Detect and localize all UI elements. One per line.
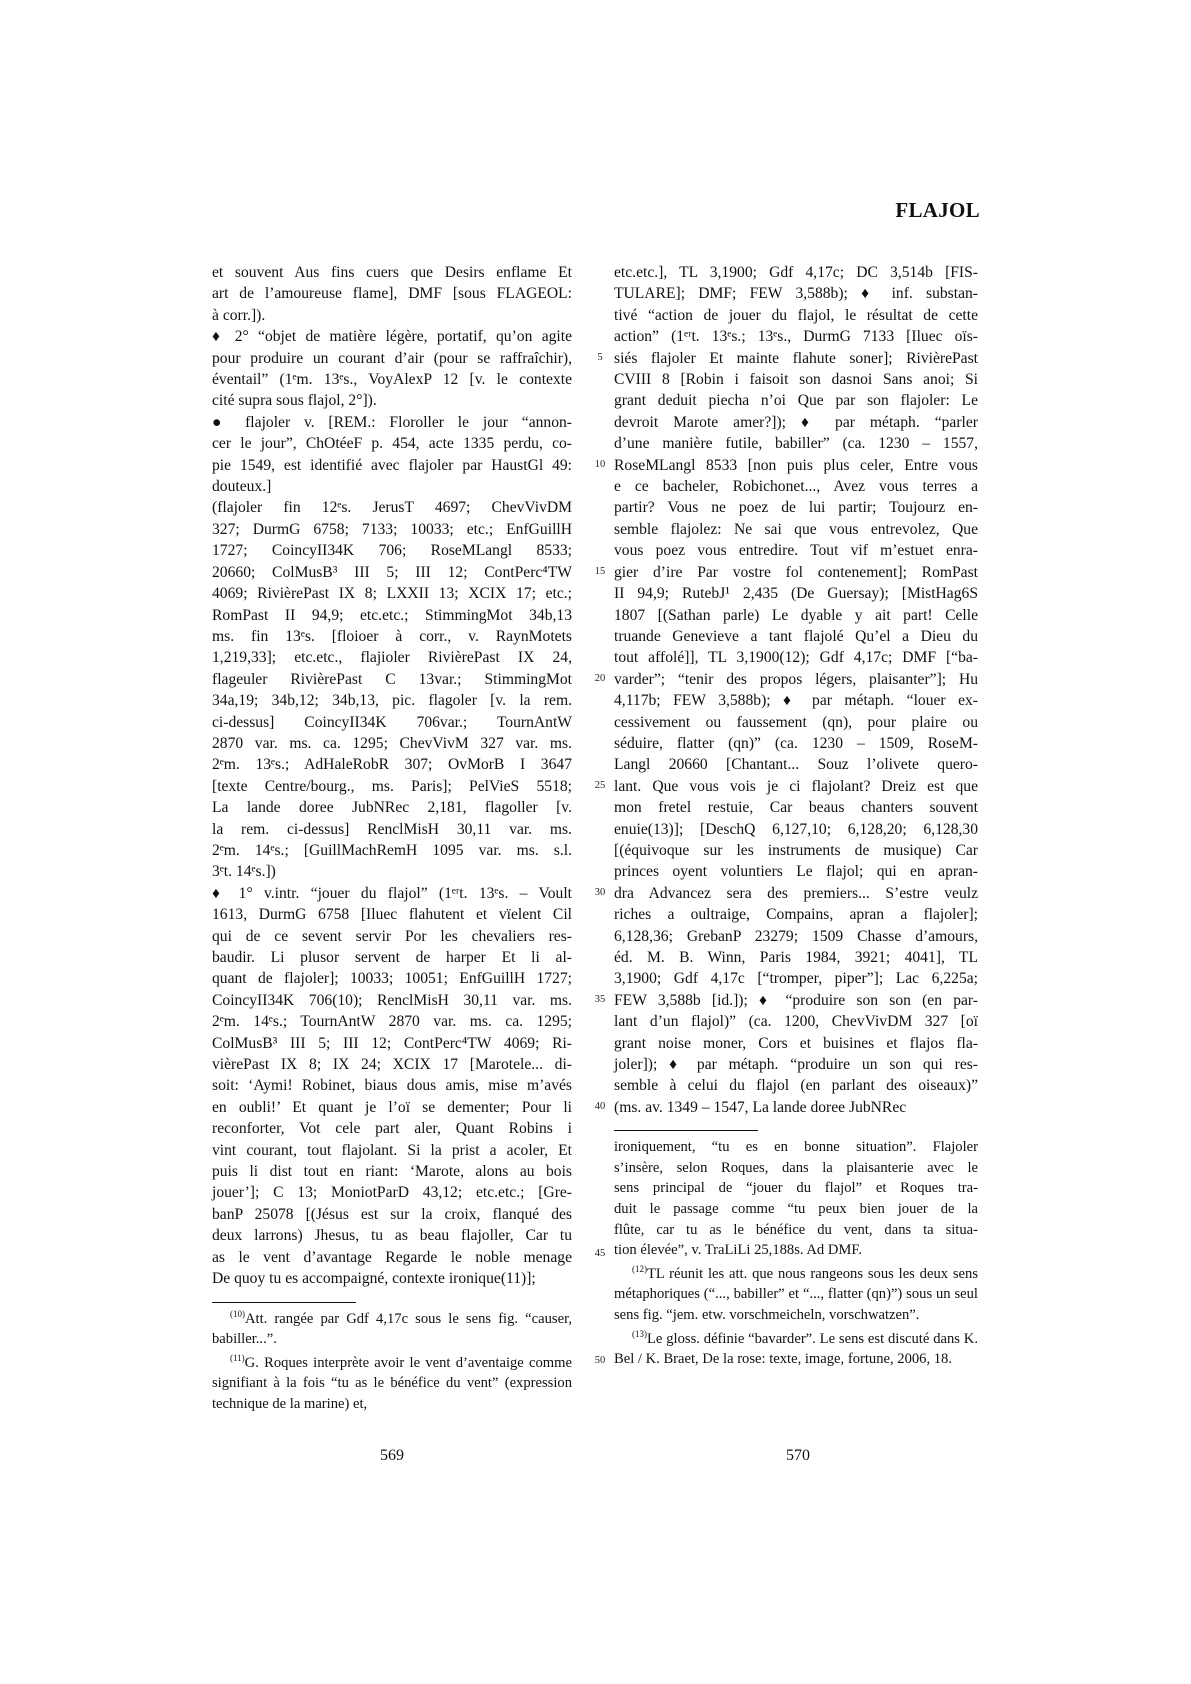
line-number: 50 xyxy=(594,1354,606,1366)
text-line: partir? Vous ne poez de lui partir; Toujourz en- xyxy=(614,499,978,517)
text-line: gier d’ire Par vostre fol contenement]; RomPast xyxy=(614,563,978,581)
footnote-rule xyxy=(614,1130,758,1131)
text-line: la rem. ci-dessus] RenclMisH 30,11 var. ms. xyxy=(212,820,572,838)
text-line: 1,219,33]; etc.etc., flajioler RivièrePast IX 24, xyxy=(212,649,572,667)
text-line: ironiquement, “tu es en bonne situation”. Flajoler xyxy=(614,1139,978,1156)
text-line: ci-dessus] CoincyII34K 706var.; TournAntW xyxy=(212,713,572,731)
text-line: 2870 var. ms. ca. 1295; ChevVivM 327 var. ms. xyxy=(212,734,572,752)
line-number: 45 xyxy=(594,1247,606,1259)
text-line: duit le passage comme “tu peux bien jouer de la xyxy=(614,1201,978,1218)
text-line: 4069; RivièrePast IX 8; LXXII 13; XCIX 17; etc.; xyxy=(212,585,572,603)
text-line: en oubli!’ Et quant je l’oï se dementer; Pour li xyxy=(212,1098,572,1116)
text-line: 6,128,36; GrebanP 23279; 1509 Chasse d’amours, xyxy=(614,927,978,945)
text-line: semble flajolez: Ne sai que vous entrevolez, Que xyxy=(614,520,978,538)
text-line: éventail” (1ᵉm. 13ᵉs., VoyAlexP 12 [v. le contexte xyxy=(212,371,572,389)
page-number-right: 570 xyxy=(786,1447,810,1464)
text-line: ms. fin 13ᵉs. [floioer à corr., v. RaynMotets xyxy=(212,627,572,645)
text-line: truande Genevieve a tant flajolé Qu’el a Dieu du xyxy=(614,627,978,645)
text-line: RoseMLangl 8533 [non puis plus celer, Entre vous xyxy=(614,456,978,474)
text-line: (ms. av. 1349 – 1547, La lande doree JubNRec xyxy=(614,1098,907,1116)
text-line: ● flajoler v. [REM.: Floroller le jour “annon- xyxy=(212,413,572,431)
text-line: 2ᵉm. 14ᵉs.; [GuillMachRemH 1095 var. ms. s.l. xyxy=(212,841,572,859)
text-line: princes oyent voluntiers Le flajol; qui en apran- xyxy=(614,863,978,881)
footnote-10 xyxy=(212,1309,572,1350)
line-number: 40 xyxy=(594,1100,606,1112)
text-line: [(équivoque sur les instruments de musique) Car xyxy=(614,841,978,859)
text-line: etc.etc.], TL 3,1900; Gdf 4,17c; DC 3,514b [FIS- xyxy=(614,264,978,281)
text-line: sens principal de “jouer du flajol” et Roques tra- xyxy=(614,1180,978,1197)
text-line: II 94,9; RutebJ¹ 2,435 (De Guersay); [MistHag6S xyxy=(614,585,978,603)
line-number: 15 xyxy=(594,565,606,577)
text-line: [texte Centre/bourg., ms. Paris]; PelVieS 5518; xyxy=(212,777,572,795)
text-line: e ce bacheler, Robichonet..., Avez vous terres a xyxy=(614,478,978,496)
footnote-text: TL réunit les att. que nous rangeons sous les deux sens métaphoriques (“..., babiller” et “..., flatter (qn)”) sous un seul sens fig. “jem. etw. vorschmeicheln, vorschwatzen”. xyxy=(614,1265,978,1323)
text-line: mon fretel restuie, Car beaus chanters souvent xyxy=(614,799,978,817)
footnote-12 xyxy=(614,1264,978,1326)
page-number-left: 569 xyxy=(380,1447,404,1464)
footnote-marker: (13) xyxy=(632,1328,647,1339)
text-line: 34a,19; 34b,12; 34b,13, pic. flagoler [v. la rem. xyxy=(212,692,572,710)
text-line: as le vent d’avantage Regarde le noble menage xyxy=(212,1248,572,1266)
text-line: 20660; ColMusB³ III 5; III 12; ContPerc⁴TW xyxy=(212,563,572,581)
left-column xyxy=(212,262,572,1414)
text-line: puis li dist tout en riant: ‘Marote, alons au bois xyxy=(212,1163,572,1181)
text-line: qui de ce sevent servir Por les chevaliers res- xyxy=(212,927,572,945)
text-line: cessivement ou faussement (qn), pour plaire ou xyxy=(614,713,978,731)
text-line: CoincyII34K 706(10); RenclMisH 30,11 var. ms. xyxy=(212,991,572,1009)
footnote-13 xyxy=(614,1329,978,1370)
text-line: séduire, flatter (qn)” (ca. 1230 – 1509, RoseM- xyxy=(614,734,978,752)
line-number: 10 xyxy=(594,458,606,470)
text-line: art de l’amoureuse flame], DMF [sous FLAGEOL: xyxy=(212,285,572,303)
text-line: éd. M. B. Winn, Paris 1984, 3921; 4041], TL xyxy=(614,949,978,966)
footnote-text: Le gloss. définie “bavarder”. Le sens est discuté dans K. Bel / K. Braet, De la rose: texte, image, fortune, 2006, 18. xyxy=(614,1330,978,1368)
text-line: d’une manière futile, babiller” (ca. 1230 – 1557, xyxy=(614,435,978,453)
text-line: flageuler RivièrePast C 13var.; StimmingMot xyxy=(212,670,572,688)
text-line: reconforter, Vot cele part aler, Quant Robins i xyxy=(212,1120,572,1138)
text-line: pour produire un courant d’air (pour se raffraîchir), xyxy=(212,349,572,367)
text-line: Langl 20660 [Chantant... Souz l’olivete quero- xyxy=(614,756,978,774)
text-line: TULARE]; DMF; FEW 3,588b); ♦ inf. substan- xyxy=(614,285,978,303)
text-line: et souvent Aus fins cuers que Desirs enflame Et xyxy=(212,264,572,281)
text-line: RomPast II 94,9; etc.etc.; StimmingMot 34b,13 xyxy=(212,606,572,624)
footnote-11-continuation xyxy=(614,1137,978,1261)
text-line: ♦ 2° “objet de matière légère, portatif, qu’on agite xyxy=(212,328,572,346)
text-line: De quoy tu es accompaigné, contexte ironique(11)]; xyxy=(212,1270,536,1288)
footnote-marker: (10) xyxy=(230,1308,245,1319)
line-number: 30 xyxy=(594,886,606,898)
left-column-body xyxy=(212,262,572,1290)
line-number: 25 xyxy=(594,779,606,791)
text-line: douteux.] xyxy=(212,478,272,496)
text-line: enuie(13)]; [DeschQ 6,127,10; 6,128,20; 6,128,30 xyxy=(614,820,978,838)
text-line: 2ᵉm. 13ᵉs.; AdHaleRobR 307; OvMorB I 3647 xyxy=(212,756,572,774)
footnote-11 xyxy=(212,1353,572,1415)
text-line: jouer’]; C 13; MoniotParD 43,12; etc.etc.; [Gre- xyxy=(212,1184,572,1202)
text-line: devroit Marote amer?]); ♦ par métaph. “parler xyxy=(614,413,978,431)
running-head: FLAJOL xyxy=(895,198,980,222)
text-line: cer le jour”, ChOtéeF p. 454, acte 1335 perdu, co- xyxy=(212,435,572,453)
right-column xyxy=(614,262,978,1370)
text-line: action” (1ᵉʳt. 13ᵉs.; 13ᵉs., DurmG 7133 [Iluec oïs- xyxy=(614,328,978,346)
text-line: riches a oultraige, Compains, apran a flajoler]; xyxy=(614,906,978,924)
text-line: grant noise moner, Cors et buisines et flajos fla- xyxy=(614,1034,978,1052)
text-line: 2ᵉm. 14ᵉs.; TournAntW 2870 var. ms. ca. 1295; xyxy=(212,1013,572,1031)
text-line: flûte, car tu as le bénéfice du vent, dans ta situa- xyxy=(614,1221,978,1238)
text-line: ♦ 1° v.intr. “jouer du flajol” (1ᵉʳt. 13ᵉs. – Voult xyxy=(212,884,572,902)
text-line: La lande doree JubNRec 2,181, flagoller [v. xyxy=(212,799,572,817)
text-line: banP 25078 [(Jésus est sur la croix, flanqué des xyxy=(212,1205,572,1223)
footnote-rule xyxy=(212,1302,356,1303)
text-line: semble à celui du flajol (en parlant des oiseaux)” xyxy=(614,1077,978,1095)
text-line: varder”; “tenir des propos légers, plaisanter”]; Hu xyxy=(614,670,978,688)
line-number: 20 xyxy=(594,672,606,684)
text-line: vous poez vous entredire. Tout vif m’estuet enra- xyxy=(614,542,978,560)
text-line: dra Advancez sera des premiers... S’estre veulz xyxy=(614,884,978,902)
line-number: 5 xyxy=(597,351,603,363)
text-line: tout affolé]], TL 3,1900(12); Gdf 4,17c; DMF [“ba- xyxy=(614,649,978,667)
footnote-text: Att. rangée par Gdf 4,17c sous le sens fig. “causer, babiller...”. xyxy=(212,1310,572,1348)
right-column-body xyxy=(614,262,978,1118)
text-line: pie 1549, est identifié avec flajoler par HaustGl 49: xyxy=(212,456,572,474)
text-line: 1807 [(Sathan parle) Le dyable y ait part! Celle xyxy=(614,606,978,624)
text-line: deux larrons) Jhesus, tu as beau flajoller, Car tu xyxy=(212,1227,572,1245)
text-line: (flajoler fin 12ᵉs. JerusT 4697; ChevVivDM xyxy=(212,499,572,517)
text-line: 4,117b; FEW 3,588b); ♦ par métaph. “louer ex- xyxy=(614,692,978,710)
text-line: 327; DurmG 6758; 7133; 10033; etc.; EnfGuillH xyxy=(212,520,572,538)
text-line: quant de flajoler]; 10033; 10051; EnfGuillH 1727; xyxy=(212,970,572,988)
text-line: lant d’un flajol)” (ca. 1200, ChevVivDM 327 [oï xyxy=(614,1013,978,1031)
text-line: 3ᵉt. 14ᵉs.]) xyxy=(212,863,276,881)
text-line: tion élevée”, v. TraLiLi 25,188s. Ad DMF. xyxy=(614,1242,862,1259)
text-line: soit: ‘Aymi! Robinet, biaus dous amis, mise m’avés xyxy=(212,1077,572,1095)
text-line: 1727; CoincyII34K 706; RoseMLangl 8533; xyxy=(212,542,572,560)
text-line: 1613, DurmG 6758 [Iluec flahutent et vïelent Cil xyxy=(212,906,572,924)
text-line: vint courant, tout flajolant. Si la prist a acoler, Et xyxy=(212,1141,572,1159)
footnote-marker: (11) xyxy=(230,1352,245,1363)
text-line: 3,1900; Gdf 4,17c [“tromper, piper”]; Lac 6,225a; xyxy=(614,970,978,988)
text-line: grant deduit piecha n’oi Que par son flajoler: Le xyxy=(614,392,978,410)
text-line: à corr.]). xyxy=(212,306,266,324)
footnote-text: G. Roques interprète avoir le vent d’aventaige comme signifiant à la fois “tu as le bénéfice du vent” (expression technique de la marine) et, xyxy=(212,1354,572,1412)
text-line: vièrePast IX 8; IX 24; XCIX 17 [Marotele... di- xyxy=(212,1056,572,1074)
text-line: baudir. Li plusor servent de harper Et li al- xyxy=(212,949,572,966)
text-line: s’insère, selon Roques, dans la plaisanterie avec le xyxy=(614,1159,978,1176)
footnote-marker: (12) xyxy=(632,1263,647,1274)
line-number: 35 xyxy=(594,993,606,1005)
text-line: ColMusB³ III 5; III 12; ContPerc⁴TW 4069; Ri- xyxy=(212,1034,572,1052)
text-line: joler]); ♦ par métaph. “produire un son qui res- xyxy=(614,1056,978,1074)
text-line: tivé “action de jouer du flajol, le résultat de cette xyxy=(614,306,978,324)
text-line: FEW 3,588b [id.]); ♦ “produire son son (en par- xyxy=(614,991,978,1009)
text-line: lant. Que vous vois je ci flajolant? Dreiz est que xyxy=(614,777,978,795)
text-line: cité supra sous flajol, 2°]). xyxy=(212,392,377,410)
text-line: CVIII 8 [Robin i faisoit son dasnoi Sans anoi; Si xyxy=(614,371,978,389)
text-line: siés flajoler Et mainte flahute soner]; RivièrePast xyxy=(614,349,978,367)
